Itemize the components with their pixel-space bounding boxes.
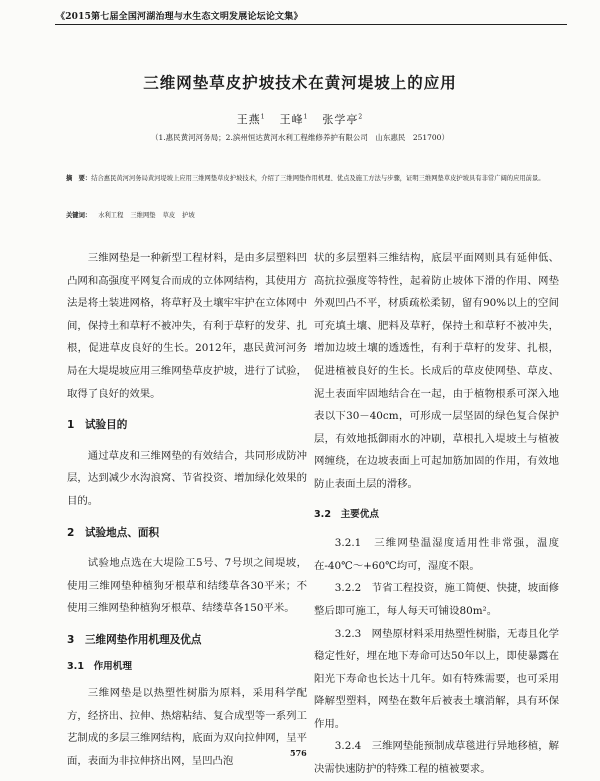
item-paragraph: 3.2.2 节省工程投资，施工简便、快捷，坡面修整后即可施工，每人每天可铺设80m²。 [314,582,559,617]
subsection-heading: 3.1 作用机理 [67,660,132,672]
author-name: 王峰 [279,113,304,126]
keyword: 护坡 [182,212,195,219]
keyword: 三维网垫 [130,212,156,219]
abstract-label: 摘 要： [66,175,92,182]
intro-paragraph: 三维网垫是一种新型工程材料，是由多层塑料凹凸网和高强度平网复合而成的立体网结构，其使用方法是将土装进网格，将草籽及土壤牢牢护在立体网中间，保持土和草籽不被冲失，有利于草籽的发芽、扎根，促进草皮良好的生长。2012年，惠民黄河河务局在大堤堤坡应用三维网垫草皮护坡，进行了试验，取得了良好的效果。 [67,252,307,400]
author-name: 张学亭 [322,113,359,126]
paper-title: 三维网垫草皮护坡技术在黄河堤坡上的应用 [143,74,457,92]
keywords [66,210,550,219]
abstract [66,171,550,187]
keywords-label: 关键词： [66,212,92,219]
affiliation: （1.惠民黄河河务局；2.滨州恒达黄河水利工程维修养护有限公司 山东惠民 251700） [151,133,449,142]
author-affil-mark: 2 [358,113,364,121]
author-line [0,111,600,127]
section-heading: 2 试验地点、面积 [67,526,160,539]
author-affil-mark: 1 [260,113,266,121]
right-column [314,247,559,781]
section-paragraph: 通过草皮和三维网垫的有效结合，共同形成防冲层，达到减少水沟浪窝、节省投资、增加绿化效果的目的。 [67,449,307,507]
page-number: 576 [290,748,307,758]
keyword: 水利工程 [98,212,124,219]
header-rule [55,24,567,25]
section-paragraph: 三维网垫是以热塑性树脂为原料，采用科学配方，经挤出、拉伸、热熔粘结、复合成型等一系列工艺制成的多层三维网结构，底面为双向拉伸网，呈平面，表面为非拉伸挤出网，呈凹凸泡 [67,687,307,767]
item-paragraph: 3.2.3 网垫原材料采用热塑性树脂，无毒且化学稳定性好，埋在地下寿命可达50年以上，即使暴露在阳光下寿命也长达十几年。如有特殊需要，也可采用降解型塑料，网垫在数年后被表土壤消解，具有环保作用。 [314,627,559,730]
keyword: 草皮 [162,212,176,219]
abstract-text: 结合惠民黄河河务局黄河堤坡上应用三维网垫草皮护坡技术，介绍了三维网垫作用机理、优点及施工方法与步骤，证明三维网垫草皮护坡具有非常广阔的应用前景。 [91,175,545,182]
running-head: 《2015第七届全国河湖治理与水生态文明发展论坛论文集》 [56,12,303,22]
item-paragraph: 3.2.1 三维网垫温湿度适用性非常强，温度在-40℃～+60℃均可，湿度不限。 [314,537,559,572]
section-heading: 3 三维网垫作用机理及优点 [67,633,202,646]
left-column [67,247,307,772]
section-paragraph: 试验地点选在大堤险工5号、7号坝之间堤坡，使用三维网垫种植狗牙根草和结缕草各30平米；不使用三维网垫种植狗牙根草、结缕草各150平米。 [67,557,307,615]
section-heading: 1 试验目的 [67,419,128,432]
author-name: 王燕 [236,113,261,126]
item-paragraph: 3.2.4 三维网垫能预制成草毯进行异地移植，解决需快速防护的特殊工程的植被要求。 [314,740,559,776]
author-affil-mark: 1 [303,113,309,121]
section-paragraph-continued: 状的多层塑料三维结构，底层平面网则具有延伸低、高抗拉强度等特性，起着防止坡体下滑的作用、网垫外观凹凸不平，材质疏松柔韧，留有90%以上的空间可充填土壤、肥料及草籽，保持土和草籽不被冲失，增加边坡土壤的透透性，有利于草籽的发芽、扎根，促进植被良好的生长。长成后的草皮使网垫、草皮、泥土表面牢固地结合在一起，由于植物根系可深入地表以下30－40cm，可形成一层坚固的绿色复合保护层，有效地抵御雨水的冲刷，草根扎入堤坡土与植被网缠绕，在边坡表面上可起加筋加固的作用，有效地防止表面土层的滑移。 [314,252,559,490]
subsection-heading: 3.2 主要优点 [314,508,379,520]
